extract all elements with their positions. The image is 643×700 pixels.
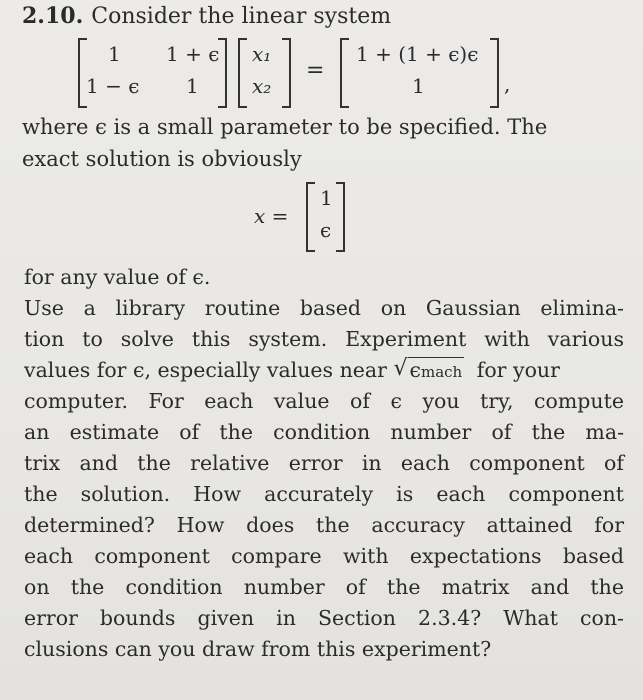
problem-heading	[22, 3, 391, 29]
matrix-cell-21: 1 − ϵ	[86, 74, 140, 98]
solution-left-bracket	[306, 182, 315, 252]
epsilon-symbol: ϵ	[409, 358, 421, 382]
matrix-cell-12: 1 + ϵ	[166, 42, 220, 66]
unknowns-right-bracket	[282, 38, 291, 108]
problem-number: 2.10.	[22, 3, 84, 29]
unknowns-left-bracket	[238, 38, 247, 108]
body-line: each component compare with expectations based	[24, 544, 624, 568]
body-line: error bounds given in Section 2.3.4? What con-	[24, 606, 624, 630]
solution-lhs: x =	[254, 204, 289, 228]
rhs-row-1: 1 + (1 + ϵ)ϵ	[356, 42, 479, 66]
mach-subscript: mach	[420, 363, 463, 381]
intro-paragraph	[22, 111, 547, 175]
problem-title: Consider the linear system	[91, 4, 392, 29]
body-text-fragment: values for ϵ, especially values near	[24, 358, 387, 382]
equation-comma: ,	[504, 72, 511, 96]
rhs-row-2: 1	[412, 74, 425, 98]
matrix-cell-11: 1	[108, 42, 121, 66]
solution-row-1: 1	[320, 186, 333, 210]
linear-system-equation	[78, 38, 538, 110]
body-line: trix and the relative error in each component of	[24, 451, 624, 475]
body-line: on the condition number of the matrix and the	[24, 575, 624, 599]
body-line: tion to solve this system. Experiment with various	[24, 327, 624, 351]
unknown-x1: x₁	[252, 42, 272, 66]
body-line-with-sqrt	[24, 355, 624, 386]
rhs-right-bracket	[490, 38, 499, 108]
problem-body	[24, 262, 624, 665]
body-line: computer. For each value of ϵ you try, compute	[24, 389, 624, 413]
body-line: the solution. How accurately is each component	[24, 482, 624, 506]
sqrt-radical-icon: √	[393, 356, 408, 381]
intro-line: where ϵ is a small parameter to be specified. The	[22, 115, 548, 139]
exact-solution-equation	[254, 182, 374, 254]
solution-row-2: ϵ	[320, 218, 332, 242]
sqrt-epsilon-mach	[394, 355, 465, 388]
rhs-left-bracket	[340, 38, 349, 108]
equals-sign: =	[306, 58, 325, 83]
body-line: clusions can you draw from this experiment?	[24, 637, 492, 661]
matrix-cell-22: 1	[186, 74, 199, 98]
body-line: for any value of ϵ.	[24, 265, 211, 289]
body-text-fragment: for your	[476, 358, 560, 382]
matrix-right-bracket	[218, 38, 227, 108]
body-line: determined? How does the accuracy attained for	[24, 513, 624, 537]
body-line: Use a library routine based on Gaussian elimina-	[24, 296, 624, 320]
body-line: an estimate of the condition number of the ma-	[24, 420, 624, 444]
unknown-x2: x₂	[252, 74, 272, 98]
solution-right-bracket	[336, 182, 345, 252]
intro-line: exact solution is obviously	[22, 147, 302, 171]
